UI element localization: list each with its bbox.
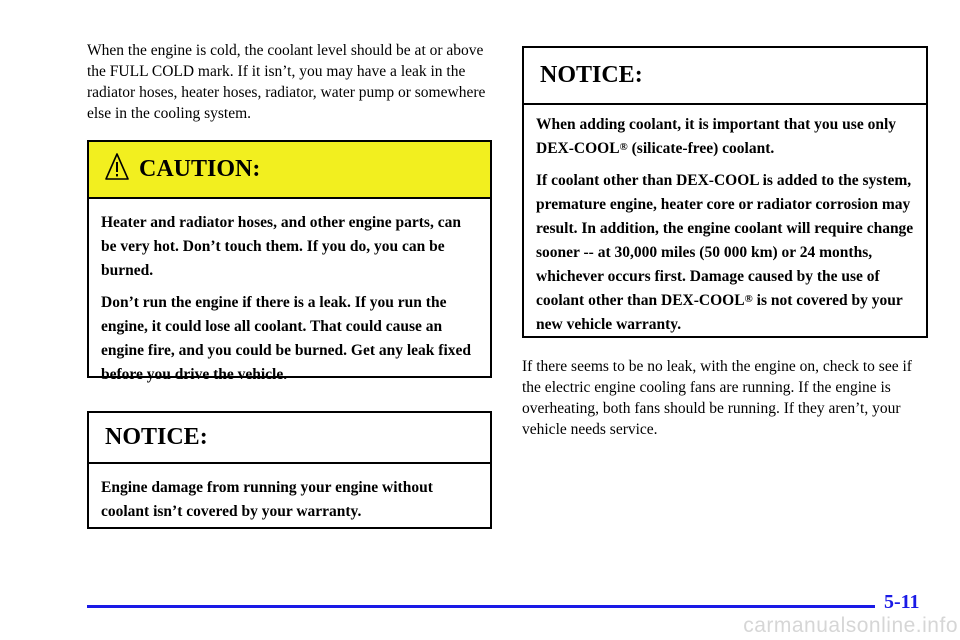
caution-paragraph-2: Don’t run the engine if there is a leak. If you run the engine, it could lose all coolant. That could cause an engine fire, and you could be burned. Get any leak fixed before you drive the vehicle. — [101, 294, 472, 383]
notice-text: (silicate-free) coolant. — [627, 140, 775, 157]
notice-title: NOTICE: — [540, 62, 643, 88]
notice-text: is not covered by your new vehicle warranty. — [536, 292, 903, 333]
caution-header — [89, 142, 490, 199]
notice-title: NOTICE: — [105, 424, 208, 450]
registered-mark: ® — [619, 141, 628, 153]
notice-body — [89, 464, 490, 524]
notice-text: If coolant other than DEX-COOL is added to the system, premature engine, heater core or radiator corrosion may result. In addition, the engine coolant will require change sooner -- at 30,000 miles (50 000 km) or 24 months, whichever occurs first. Damage caused by the use of coolant other than DEX-COOL — [536, 172, 914, 309]
notice-header — [89, 413, 490, 464]
notice-text: Engine damage from running your engine without coolant isn’t covered by your warranty. — [101, 479, 433, 520]
notice-paragraph-1 — [536, 113, 914, 161]
notice-text: When adding coolant, it is important that you use only DEX-COOL — [536, 116, 896, 157]
registered-mark: ® — [744, 293, 753, 305]
notice-header — [524, 48, 926, 105]
notice-body — [524, 105, 926, 337]
caution-box — [87, 140, 492, 383]
caution-body — [89, 199, 490, 387]
intro-paragraph: When the engine is cold, the coolant level should be at or above the FULL COLD mark. If it isn’t, you may have a leak in the radiator hoses, heater hoses, radiator, water pump or somewhere else in the cooling system. — [87, 42, 486, 122]
caution-title: CAUTION: — [139, 156, 261, 182]
notice-paragraph-2 — [536, 169, 914, 337]
footer-rule — [87, 605, 875, 608]
caution-paragraph-1: Heater and radiator hoses, and other engine parts, can be very hot. Don’t touch them. If you do, you can be burned. — [101, 214, 461, 279]
warning-triangle-icon — [105, 152, 129, 182]
notice-box-warranty — [87, 411, 492, 529]
notice-box-dexcool — [522, 46, 928, 338]
page-number: 5-11 — [884, 591, 920, 613]
site-watermark: carmanualsonline.info — [743, 614, 958, 637]
cooling-fans-paragraph: If there seems to be no leak, with the engine on, check to see if the electric engine cooling fans are running. If the engine is overheating, both fans should be running. If they aren’t, your vehicle needs service. — [522, 358, 912, 438]
